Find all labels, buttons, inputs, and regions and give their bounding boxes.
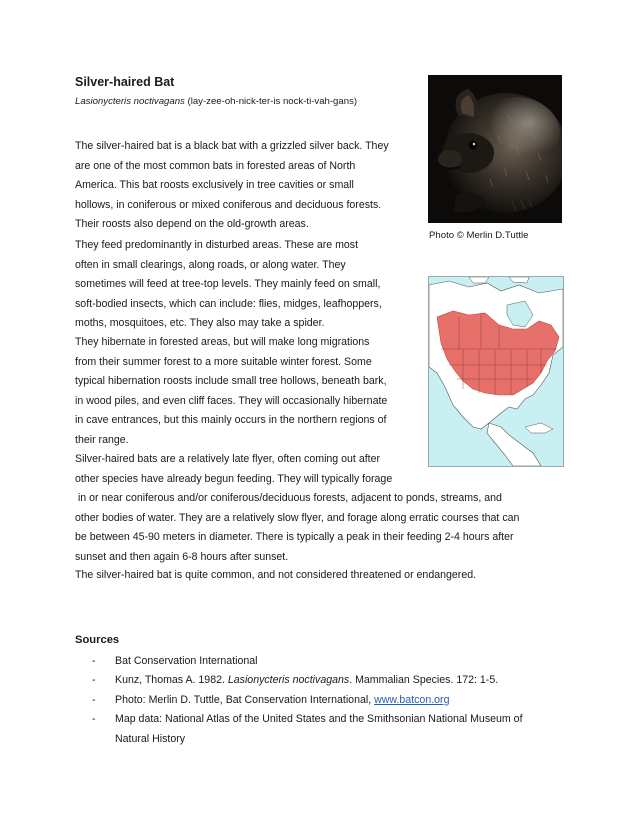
list-dash: - [92,655,96,667]
source-text: Map data: National Atlas of the United States and the Smithsonian National Museum of [115,713,523,726]
species-subtitle [75,96,357,107]
photo-caption: Photo © Merlin D.Tuttle [429,230,529,241]
text-line: other species have already begun feeding. They will typically forage [75,472,393,485]
text-line: often in small clearings, along roads, or along water. They [75,258,346,271]
text-line: America. This bat roosts exclusively in tree cavities or small [75,179,354,192]
source-item [92,691,523,710]
paragraph-hibernation [75,333,387,451]
paragraph-description [75,137,389,235]
text-line: other bodies of water. They are a relatively slow flyer, and forage along erratic courses that can [75,511,520,524]
text-line: sometimes will feed at tree-top levels. They mainly feed on small, [75,278,381,291]
source-italic: Lasionycteris noctivagans [227,674,350,687]
text-line: The silver-haired bat is quite common, and not considered threatened or endangered. [75,569,477,581]
range-map-illustration [429,277,563,466]
text-line: sunset and then again 6-8 hours after sunset. [75,550,289,563]
paragraph-status [75,566,476,586]
source-item [92,652,523,671]
text-line: hollows, in coniferous or mixed coniferous and deciduous forests. [75,198,382,211]
text-line: be between 45-90 meters in diameter. There is typically a peak in their feeding 2-4 hours after [75,531,514,544]
list-dash: - [92,693,96,706]
text-line: soft-bodied insects, which can include: flies, midges, leafhoppers, [75,297,382,310]
paragraph-feeding [75,236,382,334]
source-text: Kunz, Thomas A. 1982. [115,674,228,687]
text-line: Silver-haired bats are a relatively late flyer, often coming out after [75,453,381,465]
text-line: in cave entrances, but this mainly occurs in the northern regions of [75,414,387,427]
text-line: They feed predominantly in disturbed areas. These are most [75,239,359,251]
text-line: moths, mosquitoes, etc. They also may take a spider. [75,317,325,330]
sources-heading: Sources [75,634,120,646]
text-line: from their summer forest to a more suitable winter forest. Some [75,355,372,368]
document-title: Silver-haired Bat [75,75,175,89]
source-item-continued [92,730,523,749]
text-line: The silver-haired bat is a black bat with a grizzled silver back. They [75,140,389,152]
list-dash: - [92,674,96,687]
text-line: their range. [75,433,129,446]
source-item [92,671,523,690]
source-item [92,710,523,729]
batcon-link[interactable]: www.batcon.org [374,693,450,706]
source-text: Bat Conservation International [115,655,258,667]
pronunciation: (lay-zee-oh-nick-ter-is nock-ti-vah-gans) [184,96,358,107]
paragraph-flight [75,450,519,568]
source-text: Natural History [115,732,186,745]
text-line: typical hibernation roosts include small tree hollows, beneath bark, [75,375,387,388]
list-dash: - [92,713,96,726]
source-text: Photo: Merlin D. Tuttle, Bat Conservation International, [115,693,375,706]
text-line: They hibernate in forested areas, but will make long migrations [75,336,370,348]
text-line: in or near coniferous and/or coniferous/deciduous forests, adjacent to ponds, streams, and [75,492,502,505]
text-line: Their roosts also depend on the old-growth areas. [75,218,309,231]
scientific-name: Lasionycteris noctivagans [75,96,185,107]
sources-list [92,652,523,749]
bat-photo [428,75,562,223]
bat-photo-illustration [428,75,562,223]
text-line: in wood piles, and even cliff faces. They will occasionally hibernate [75,394,388,407]
text-line: are one of the most common bats in forested areas of North [75,159,356,172]
source-text: . Mammalian Species. 172: 1-5. [349,674,499,687]
range-map [428,276,564,467]
